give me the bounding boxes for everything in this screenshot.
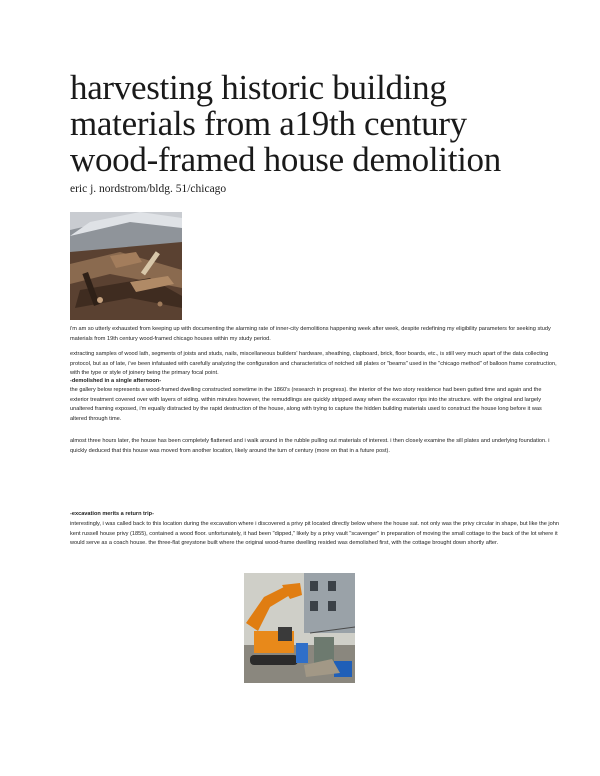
page-title: [70, 70, 570, 178]
title-line-2: materials from a19th century: [70, 104, 467, 143]
paragraph-intro: i'm am so utterly exhausted from keeping up with documenting the alarming rate of inner-city demolitions happening week after week, despite redefining my eligibility parameters for seeking study materials from 19th century wood-framed chicago houses within my study period.: [70, 326, 551, 342]
excavator-photo-graphic: [244, 573, 355, 683]
title-line-3: wood-framed house demolition: [70, 140, 501, 179]
paragraph-extracting: extracting samples of wood lath, segments of joists and studs, nails, miscellaneous builders' hardware, sheathing, clapboard, brick, floor boards, etc., is still very much apart of the data collecting protocol, but as of late, i've been infatuated with carefully analyzing the configuration and characteristics of notched sill plates or "beams" used in the "chicago method" of balloon frame construction, with the type or style of joinery being the primary focal point.: [70, 351, 557, 377]
demolition-rubble-photo: [70, 212, 182, 320]
byline: eric j. nordstrom/bldg. 51/chicago: [70, 183, 227, 195]
title-line-1: harvesting historic building: [70, 68, 447, 107]
excavator-photo: [244, 573, 355, 683]
paragraph-gallery: the gallery below represents a wood-framed dwelling constructed sometime in the 1860's (research in progress). the interior of the two story residence had been gutted time and again and the exterior treatment covered over with layers of siding. within minutes however, the remuddlings are quickly stripped away when the excavator rips into the structure. with the original and largely unaltered framing exposed, i'm equally distracted by the rapid destruction of the house, along with trying to capture the hidden building materials used to construct the house long before it was altered through time.: [70, 387, 542, 422]
paragraph-rubble: almost three hours later, the house has been completely flattened and i walk around in the rubble pulling out materials of interest. i then closely examine the sill plates and underlying foundation. i quickly deduced that this house was moved from another location, likely around the turn of century (more on that in a future post).: [70, 438, 550, 454]
rubble-photo-graphic: [70, 212, 182, 320]
section-heading-demolished: -demolished in a single afternoon-: [70, 378, 162, 384]
section-heading-excavation: -excavation merits a return trip-: [70, 511, 154, 517]
paragraph-privy: interestingly, i was called back to this location during the excavation where i discovered a privy pit located directly below where the house sat. not only was the privy circular in shape, but like the john kent russell house privy (1855), contained a wood floor. unfortunately, it had been "dipped," likely by a privy vault "scavenger" in preparation of moving the small cottage to the back of the lot where it would serve as a coach house. the three-flat greystone built where the original wood-frame dwelling resided was demolished first, with the cottage brought down shortly after.: [70, 521, 559, 547]
